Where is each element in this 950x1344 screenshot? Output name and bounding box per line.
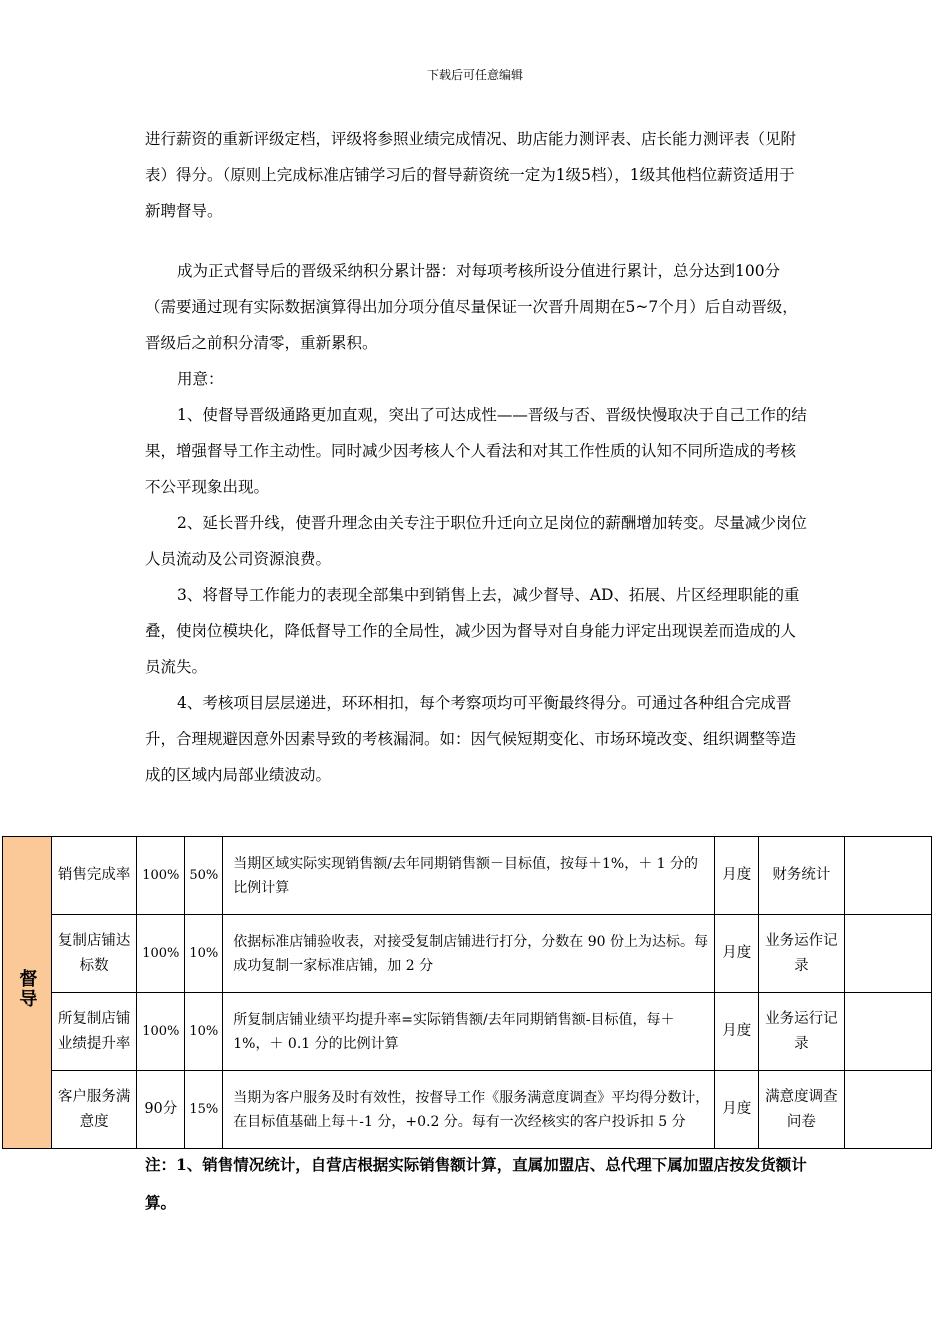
extra-cell [844,1071,931,1149]
extra-cell [844,915,931,993]
paragraph: 进行薪资的重新评级定档，评级将参照业绩完成情况、助店能力测评表、店长能力测评表（见附表）得分。（原则上完成标准店铺学习后的督导薪资统一定为1级5档），1级其他档位薪资适用于新聘督导。 [145,130,797,220]
rule-cell: 依据标准店铺验收表，对接受复制店铺进行打分，分数在 90 份上为达标。每成功复制一家标准店铺，加 2 分 [223,915,715,993]
page-header: 下载后可任意编辑 [426,68,523,82]
weight-cell: 15% [185,1071,223,1149]
extra-cell [844,993,931,1071]
paragraph: 2、延长晋升线，使晋升理念由关专注于职位升迁向立足岗位的薪酬增加转变。尽量减少岗位人员流动及公司资源浪费。 [145,514,807,568]
source-cell: 满意度调查问卷 [759,1071,844,1149]
item-cell: 销售完成率 [51,837,136,915]
target-cell: 90分 [137,1071,185,1149]
period-cell: 月度 [715,837,759,915]
rule-cell: 当期为客户服务及时有效性，按督导工作《服务满意度调查》平均得分数计，在目标值基础上每＋-1 分，+0.2 分。每有一次经核实的客户投诉扣 5 分 [223,1071,715,1149]
table-row [3,837,932,915]
paragraph: 用意： [177,370,224,388]
item-cell: 所复制店铺业绩提升率 [51,993,136,1071]
table-row [3,993,932,1071]
extra-cell [844,837,931,915]
rule-cell: 所复制店铺业绩平均提升率=实际销售额/去年同期销售额-目标值，每＋1%，＋ 0.1 分的比例计算 [223,993,715,1071]
source-cell: 业务运行记录 [759,993,844,1071]
assessment-table [2,836,932,1149]
weight-cell: 50% [185,837,223,915]
weight-cell: 10% [185,993,223,1071]
category-cell: 督导 [3,837,52,1149]
weight-cell: 10% [185,915,223,993]
source-cell: 财务统计 [759,837,844,915]
period-cell: 月度 [715,1071,759,1149]
item-cell: 复制店铺达标数 [51,915,136,993]
paragraph: 3、将督导工作能力的表现全部集中到销售上去，减少督导、AD、拓展、片区经理职能的重叠，使岗位模块化，降低督导工作的全局性，减少因为督导对自身能力评定出现误差而造成的人员流失。 [145,586,800,676]
target-cell: 100% [137,915,185,993]
paragraph: 成为正式督导后的晋级采纳积分累计器：对每项考核所设分值进行累计，总分达到100分（需要通过现有实际数据演算得出加分项分值尽量保证一次晋升周期在5~7个月）后自动晋级，晋级后之前积分清零，重新累积。 [145,262,798,352]
period-cell: 月度 [715,915,759,993]
paragraph: 1、使督导晋级通路更加直观，突出了可达成性——晋级与否、晋级快慢取决于自己工作的结果，增强督导工作主动性。同时减少因考核人个人看法和对其工作性质的认知不同所造成的考核不公平现象出现。 [145,406,807,496]
source-cell: 业务运作记录 [759,915,844,993]
target-cell: 100% [137,837,185,915]
period-cell: 月度 [715,993,759,1071]
target-cell: 100% [137,993,185,1071]
body-text [145,121,810,793]
item-cell: 客户服务满意度 [51,1071,136,1149]
paragraph: 4、考核项目层层递进，环环相扣，每个考察项均可平衡最终得分。可通过各种组合完成晋升，合理规避因意外因素导致的考核漏洞。如：因气候短期变化、市场环境改变、组织调整等造成的区域内局部业绩波动。 [145,694,797,784]
footnote: 注：1、销售情况统计，自营店根据实际销售额计算，直属加盟店、总代理下属加盟店按发货额计算。 [145,1155,807,1212]
table-row [3,1071,932,1149]
table-row [3,915,932,993]
rule-cell: 当期区域实际实现销售额/去年同期销售额－目标值，按每＋1%，＋ 1 分的比例计算 [223,837,715,915]
